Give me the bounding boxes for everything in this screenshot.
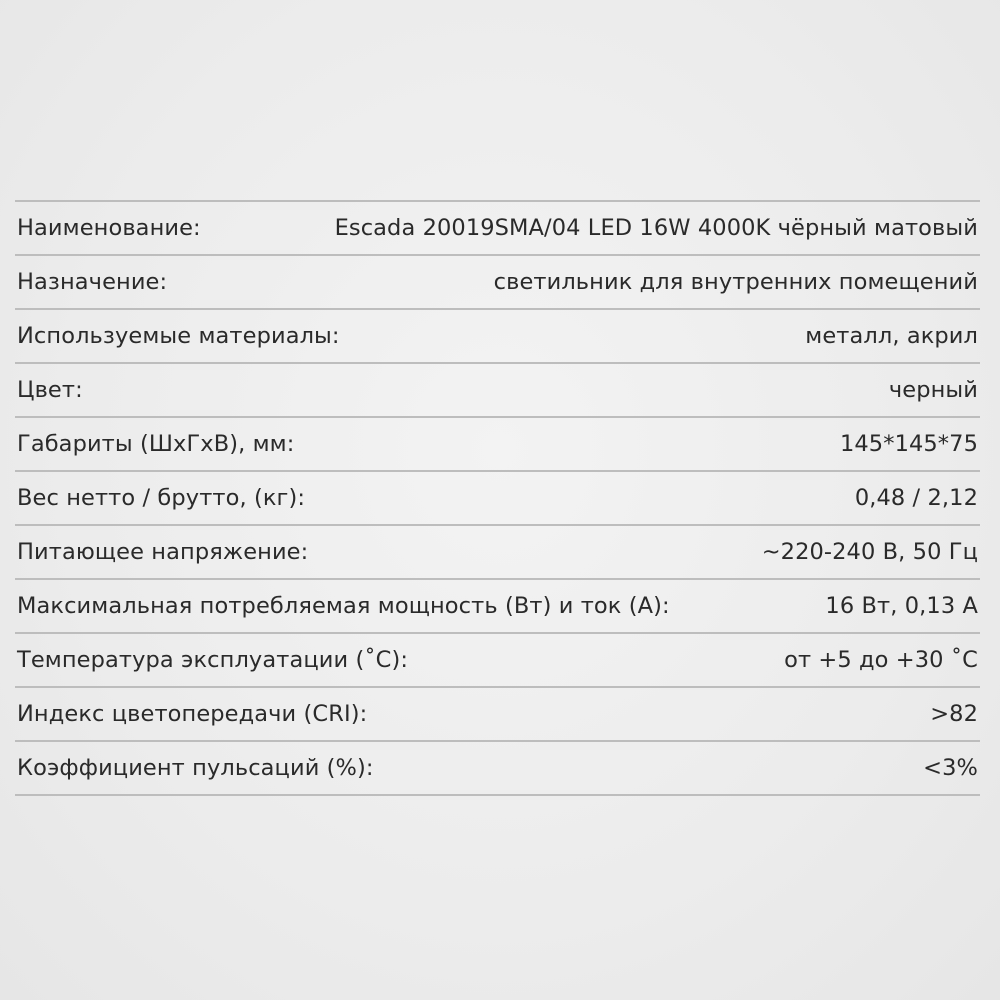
spec-label: Используемые материалы: (17, 323, 340, 349)
spec-label: Коэффициент пульсаций (%): (17, 755, 374, 781)
spec-row-temperature (15, 634, 980, 688)
spec-value: 145*145*75 (839, 431, 978, 457)
spec-table (15, 200, 980, 796)
spec-row-name (15, 202, 980, 256)
spec-row-purpose (15, 256, 980, 310)
spec-label: Габариты (ШхГхВ), мм: (17, 431, 295, 457)
spec-row-cri (15, 688, 980, 742)
spec-value: от +5 до +30 ˚С (784, 647, 978, 673)
spec-label: Индекс цветопередачи (CRI): (17, 701, 368, 727)
spec-row-materials (15, 310, 980, 364)
spec-row-power (15, 580, 980, 634)
spec-label: Вес нетто / брутто, (кг): (17, 485, 306, 511)
spec-row-dimensions (15, 418, 980, 472)
spec-label: Назначение: (17, 269, 168, 295)
spec-value: <3% (923, 755, 978, 781)
spec-value: светильник для внутренних помещений (493, 269, 978, 295)
spec-value: ~220-240 В, 50 Гц (761, 539, 978, 565)
spec-value: черный (888, 377, 978, 403)
spec-value: >82 (930, 701, 978, 727)
spec-label: Цвет: (17, 377, 83, 403)
spec-value: металл, акрил (805, 323, 978, 349)
spec-row-weight (15, 472, 980, 526)
spec-value: 0,48 / 2,12 (854, 485, 978, 511)
spec-value: Escada 20019SMA/04 LED 16W 4000K чёрный матовый (334, 215, 978, 241)
spec-row-ripple (15, 742, 980, 796)
spec-label: Наименование: (17, 215, 201, 241)
spec-row-color (15, 364, 980, 418)
spec-value: 16 Вт, 0,13 А (825, 593, 978, 619)
spec-label: Температура эксплуатации (˚С): (17, 647, 409, 673)
spec-row-voltage (15, 526, 980, 580)
spec-label: Питающее напряжение: (17, 539, 309, 565)
spec-label: Максимальная потребляемая мощность (Вт) и ток (А): (17, 593, 670, 619)
